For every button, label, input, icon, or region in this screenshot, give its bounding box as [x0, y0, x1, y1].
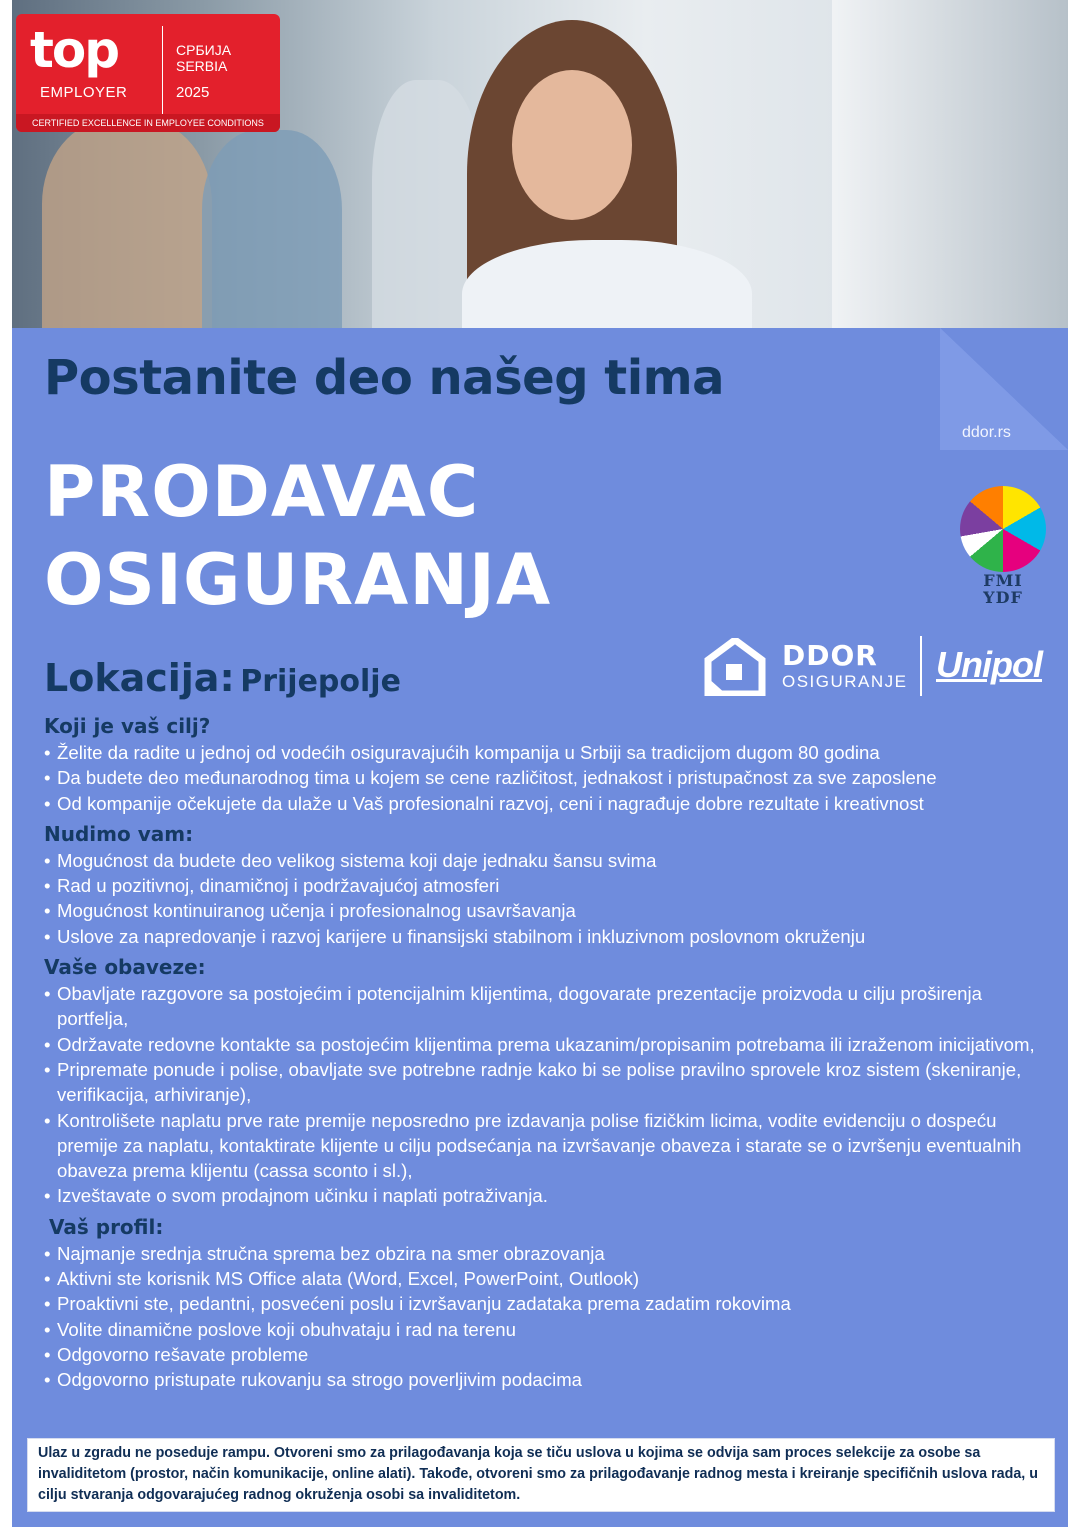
section-duties — [44, 953, 1054, 1209]
bullet-list — [44, 981, 1054, 1209]
woman-shirt — [462, 240, 752, 328]
job-title-line2: OSIGURANJA — [44, 539, 552, 621]
badge-divider — [162, 26, 163, 114]
accessibility-note: Ulaz u zgradu ne poseduje rampu. Otvoreni smo za prilagođavanja koja se tiču uslova u kojima se odvija sam proces selekcije za osobe sa invaliditetom (prostor, način komunikacije, online alati). Takođe, otvoreni smo za prilagođavanje radnog mesta i kreiranje specifičnih uslova rada, u cilju stvaranja odgovarajućeg radnog okruženja osobi sa invaliditetom. — [27, 1438, 1055, 1512]
logo-separator — [920, 636, 922, 696]
badge-certified: CERTIFIED EXCELLENCE IN EMPLOYEE CONDITIONS — [16, 114, 280, 132]
location — [44, 656, 401, 700]
bullet-list — [44, 740, 1054, 816]
ddor-house-icon — [704, 638, 766, 696]
list-item: • Obavljate razgovore sa postojećim i potencijalnim klijentima, dogovarate prezentacije proizvoda u cilju proširenja portfelja, — [44, 981, 1054, 1032]
list-item: • Mogućnost kontinuiranog učenja i profesionalnog usavršavanja — [44, 898, 1054, 923]
location-label: Lokacija: — [44, 656, 235, 700]
fmi-ydf-text — [958, 572, 1048, 606]
list-item: • Volite dinamične poslove koji obuhvataju i rad na terenu — [44, 1317, 1054, 1342]
section-heading: Nudimo vam: — [44, 821, 194, 846]
colorful-ball-icon — [960, 486, 1046, 572]
unipol-wordmark: Unipol — [936, 644, 1042, 685]
badge-employer: EMPLOYER — [40, 84, 128, 101]
location-value: Prijepolje — [240, 664, 401, 699]
list-item: • Pripremate ponude i polise, obavljate sve potrebne radnje kako bi se polise pravilno sprovele kroz sistem (skeniranje, verifikacija, arhiviranje), — [44, 1057, 1054, 1108]
ydf-text: YDF — [983, 588, 1023, 607]
fmi-ydf-logo — [958, 486, 1048, 610]
background-person — [42, 120, 212, 328]
section-profile — [44, 1213, 1054, 1393]
fmi-text: FMI — [983, 571, 1023, 590]
slogan: Postanite deo našeg tima — [44, 350, 725, 406]
ddor-unipol-logo — [704, 636, 1044, 698]
top-employer-badge — [16, 14, 280, 132]
list-item: • Proaktivni ste, pedantni, posvećeni poslu i izvršavanju zadataka prema zadatim rokovima — [44, 1291, 1054, 1316]
section-heading: Vaše obaveze: — [44, 955, 206, 980]
badge-country-cyrillic: СРБИЈА — [176, 42, 232, 58]
list-item: • Odgovorno pristupate rukovanju sa strogo poverljivim podacima — [44, 1367, 1054, 1392]
website-link[interactable]: ddor.rs — [962, 424, 1011, 441]
badge-top: top — [30, 21, 119, 79]
background-person — [202, 130, 342, 328]
list-item: • Najmanje srednja stručna sprema bez obzira na smer obrazovanja — [44, 1241, 1054, 1266]
job-title-line1: PRODAVAC — [44, 451, 480, 533]
list-item: • Odgovorno rešavate probleme — [44, 1342, 1054, 1367]
list-item: • Izveštavate o svom prodajnom učinku i naplati potraživanja. — [44, 1183, 1054, 1208]
list-item: • Uslove za napredovanje i razvoj karijere u finansijski stabilnom i inkluzivnom poslovnom okruženju — [44, 924, 1054, 949]
badge-country — [176, 42, 231, 74]
list-item: • Održavate redovne kontakte sa postojećim klijentima prema ukazanim/propisanim potrebama ili izraženom inicijativom, — [44, 1032, 1054, 1057]
job-description — [44, 712, 1054, 1397]
ddor-name: DDOR — [782, 639, 878, 672]
section-heading: Vaš profil: — [49, 1214, 164, 1239]
job-title — [44, 448, 551, 624]
list-item: • Rad u pozitivnoj, dinamičnoj i podržavajućoj atmosferi — [44, 873, 1054, 898]
badge-country-latin: SERBIA — [176, 58, 228, 74]
woman-face — [512, 70, 632, 220]
list-item: • Želite da radite u jednoj od vodećih osiguravajućih kompanija u Srbiji sa tradicijom dugom 80 godina — [44, 740, 1054, 765]
bullet-list — [44, 1241, 1054, 1393]
badge-year: 2025 — [176, 84, 210, 101]
list-item: • Kontrolišete naplatu prve rate premije neposredno pre izdavanja polise fizičkim licima, vodite evidenciju o dospeću premije za naplatu, kontaktirate klijente u cilju podsećanja na izvršavanje obaveza i starate se o izvršenju eventualnih obaveza prema klijentu (cassa sconto i sl.), — [44, 1108, 1054, 1184]
section-goal — [44, 712, 1054, 816]
list-item: • Da budete deo međunarodnog tima u kojem se cene različitost, jednakost i pristupačnost za sve zaposlene — [44, 765, 1054, 790]
section-heading: Koji je vaš cilj? — [44, 714, 211, 738]
list-item: • Mogućnost da budete deo velikog sistema koji daje jednaku šansu svima — [44, 848, 1054, 873]
list-item: • Od kompanije očekujete da ulaže u Vaš profesionalni razvoj, ceni i nagrađuje dobre rezultate i kreativnost — [44, 791, 1054, 816]
ddor-subtitle: OSIGURANJE — [782, 672, 908, 691]
section-offer — [44, 820, 1054, 949]
bullet-list — [44, 848, 1054, 949]
office-window — [832, 0, 1068, 328]
list-item: • Aktivni ste korisnik MS Office alata (Word, Excel, PowerPoint, Outlook) — [44, 1266, 1054, 1291]
